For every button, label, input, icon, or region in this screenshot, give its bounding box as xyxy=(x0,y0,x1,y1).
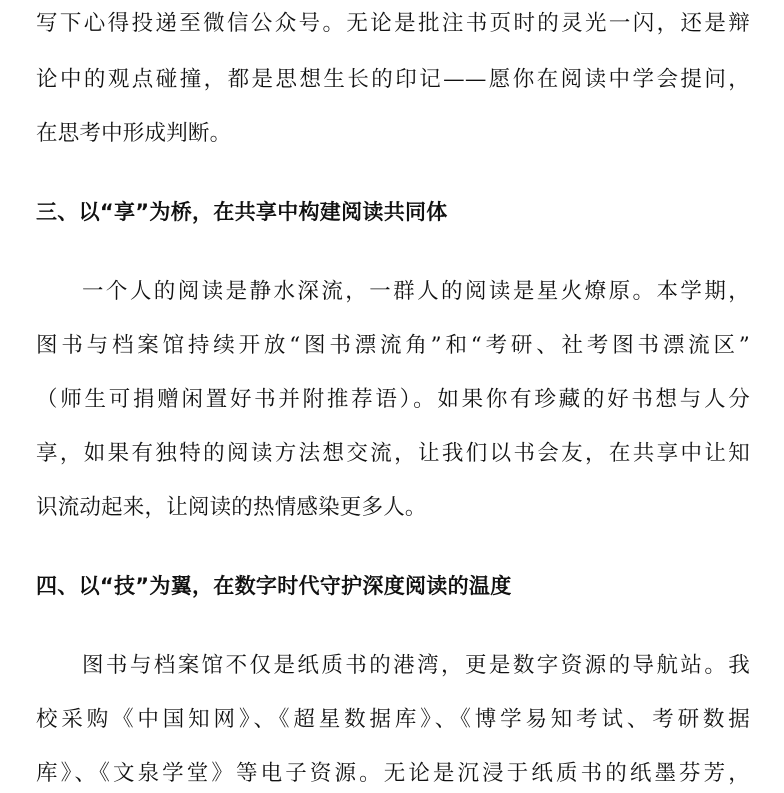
paragraph-3-line-2: 校采购《中国知网》、《超星数据库》、《博学易知考试、考研数据 xyxy=(36,707,750,732)
paragraph-1-line-2: 论中的观点碰撞，都是思想生长的印记——愿你在阅读中学会提问， xyxy=(36,67,750,92)
paragraph-3-line-3: 库》、《文泉学堂》等电子资源。无论是沉浸于纸质书的纸墨芬芳， xyxy=(36,761,750,786)
paragraph-2-line-4: 享，如果有独特的阅读方法想交流，让我们以书会友，在共享中让知 xyxy=(36,441,750,466)
paragraph-1-line-1: 写下心得投递至微信公众号。无论是批注书页时的灵光一闪，还是辩 xyxy=(36,11,750,36)
section-heading-3: 三、以“享”为桥，在共享中构建阅读共同体 xyxy=(36,200,448,224)
paragraph-2-line-1: 一个人的阅读是静水深流，一群人的阅读是星火燎原。本学期， xyxy=(82,279,750,304)
paragraph-2-line-2: 图书与档案馆持续开放“图书漂流角”和“考研、社考图书漂流区” xyxy=(36,333,750,358)
paragraph-2-line-5: 识流动起来，让阅读的热情感染更多人。 xyxy=(36,495,427,520)
paragraph-1-line-3: 在思考中形成判断。 xyxy=(36,121,232,146)
section-heading-4: 四、以“技”为翼，在数字时代守护深度阅读的温度 xyxy=(36,574,512,598)
paragraph-2-line-3: （师生可捐赠闲置好书并附推荐语）。如果你有珍藏的好书想与人分 xyxy=(36,387,750,412)
paragraph-3-line-1: 图书与档案馆不仅是纸质书的港湾，更是数字资源的导航站。我 xyxy=(82,653,750,678)
